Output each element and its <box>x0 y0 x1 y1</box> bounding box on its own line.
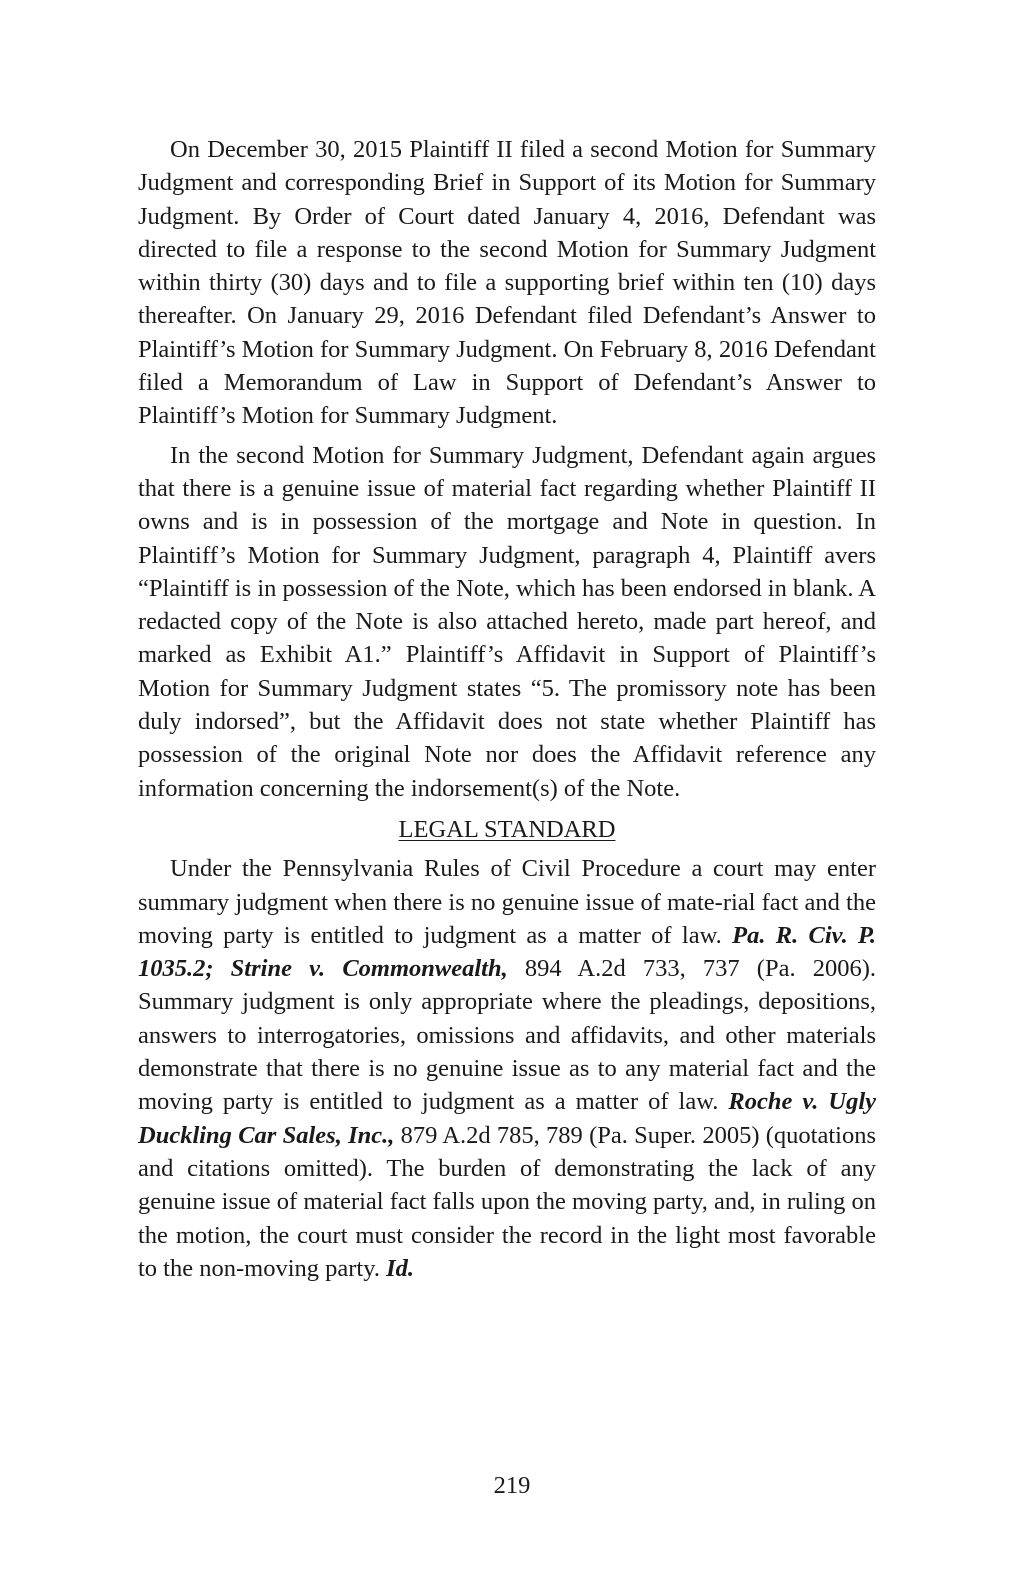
paragraph-text: 894 A.2d 733, 737 (Pa. 2006). Summary judgment is only appropriate where the pleadings, depositions, answers to interrogatories, omissions and affidavits, and other materials demonstrate that there is no genuine issue as to any material fact and the moving party is entitled to judgment as a matter of law. <box>138 955 876 1116</box>
section-heading-text: LEGAL STANDARD <box>398 815 616 843</box>
body-paragraph-motion-argument: In the second Motion for Summary Judgment, Defendant again argues that there is a genuine issue of material fact regarding whether Plaintiff II owns and is in possession of the mortgage and Note in question. In Plaintiff’s Motion for Summary Judgment, paragraph 4, Plaintiff avers “Plaintiff is in possession of the Note, which has been endorsed in blank. A redacted copy of the Note is also attached hereto, made part hereof, and marked as Exhibit A1.” Plaintiff’s Affidavit in Support of Plaintiff’s Motion for Summary Judgment states “5. The promissory note has been duly indorsed”, but the Affidavit does not state whether Plaintiff has possession of the original Note nor does the Affidavit reference any information concerning the indorsement(s) of the Note. <box>138 441 876 802</box>
case-citation: Roche v. Ugly Duckling Car Sales, Inc., <box>138 1088 876 1149</box>
section-heading <box>138 813 876 846</box>
case-citation: Id. <box>386 1254 415 1282</box>
case-citation: Pa. R. Civ. P. 1035.2; Strine v. Commonwealth, <box>138 921 876 983</box>
paragraph-text: Under the Pennsylvania Rules of Civil Procedure a court may enter summary judgment when there is no genuine issue of mate-rial fact and the moving party is entitled to judgment as a matter of law. <box>138 855 876 949</box>
document-page <box>138 133 876 1291</box>
page-number: 219 <box>493 1472 531 1499</box>
body-paragraph-legal-standard <box>138 852 876 1285</box>
paragraph-text: 879 A.2d 785, 789 (Pa. Super. 2005) (quotations and citations omitted). The burden of demonstrating the lack of any genuine issue of material fact falls upon the moving party, and, in ruling on the motion, the court must consider the record in the light most favorable to the non-moving party. <box>138 1121 876 1282</box>
body-paragraph-procedural-history: On December 30, 2015 Plaintiff II filed a second Motion for Summary Judgment and corresponding Brief in Support of its Motion for Summary Judgment. By Order of Court dated January 4, 2016, Defendant was directed to file a response to the second Motion for Summary Judgment within thirty (30) days and to file a supporting brief within ten (10) days thereafter. On January 29, 2016 Defendant filed Defendant’s Answer to Plaintiff’s Motion for Summary Judgment. On February 8, 2016 Defendant filed a Memorandum of Law in Support of Defendant’s Answer to Plaintiff’s Motion for Summary Judgment. <box>138 136 876 430</box>
